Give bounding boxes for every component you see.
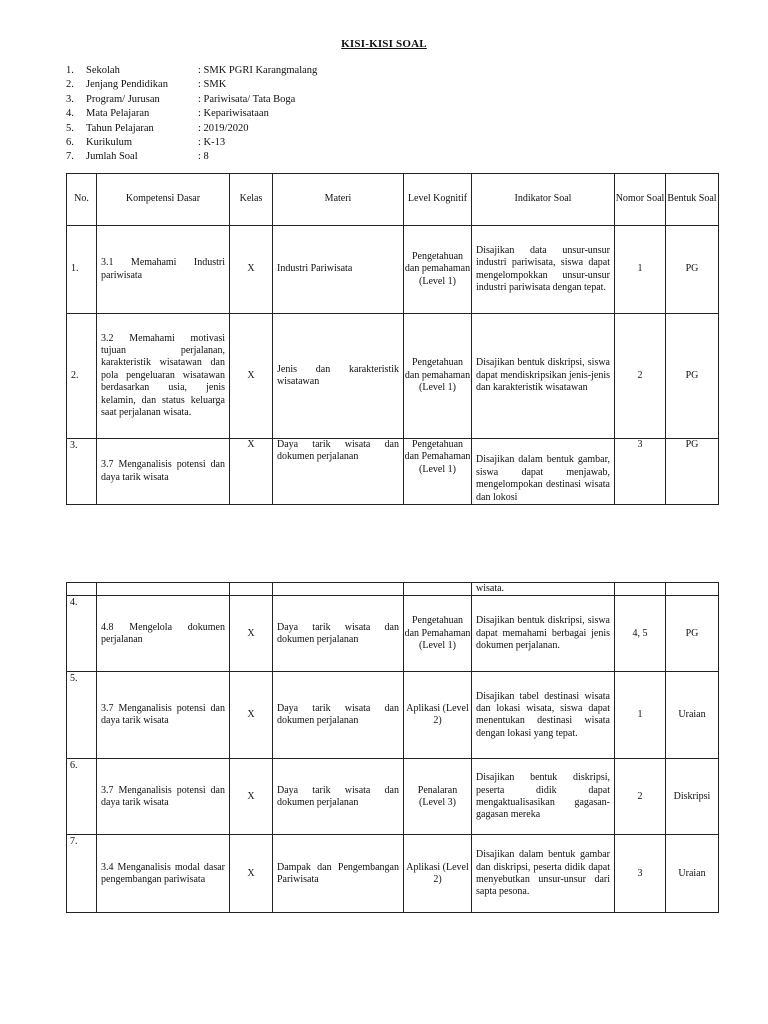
- row-indikator-soal: Disajikan tabel destinasi wisata dan lokasi wisata, siswa dapat menentukan destinasi wisata dengan lokasi yang tepat.: [472, 672, 615, 759]
- row-indikator-soal: Disajikan bentuk diskripsi, peserta didik dapat mengaktualisasikan gagasan-gagasan mereka: [472, 759, 615, 835]
- row-kelas: X: [230, 439, 273, 505]
- info-value: : K-13: [198, 136, 226, 148]
- info-label: Mata Pelajaran: [86, 108, 150, 120]
- row-materi: Daya tarik wisata dan dokumen perjalanan: [273, 759, 404, 835]
- info-number: 6.: [66, 136, 74, 148]
- row-level-kognitif: Pengetahuan dan Pemahaman (Level 1): [404, 596, 472, 672]
- table-row: [67, 672, 719, 759]
- info-number: 2.: [66, 79, 74, 91]
- info-number: 3.: [66, 93, 74, 105]
- row-bentuk-soal: Uraian: [666, 835, 719, 913]
- row-indikator-soal: Disajikan dalam bentuk gambar, siswa dapat menjawab, mengelompokan destinasi wisata dan lokosi: [472, 439, 615, 505]
- row-kompetensi-dasar: 3.2 Memahami motivasi tujuan perjalanan, karakteristik wisatawan dan pola pengeluaran wisatawan berdasarkan usia, jenis kelamin, dan status keluarga saat perjalanan wisata.: [97, 314, 230, 439]
- kisi-kisi-table-part1: [66, 173, 719, 505]
- header-indikator-soal: Indikator Soal: [472, 174, 615, 226]
- row-kelas: X: [230, 835, 273, 913]
- row-level-kognitif: Pengetahuan dan Pemahaman (Level 1): [404, 439, 472, 505]
- row-level-kognitif: Penalaran (Level 3): [404, 759, 472, 835]
- continuation-row: [67, 583, 719, 596]
- row-kelas: X: [230, 314, 273, 439]
- cont-cell: [666, 583, 719, 596]
- info-label: Kurikulum: [86, 136, 133, 148]
- info-label: Program/ Jurusan: [86, 93, 160, 105]
- row-bentuk-soal: PG: [666, 596, 719, 672]
- table-row: [67, 314, 719, 439]
- row-bentuk-soal: Uraian: [666, 672, 719, 759]
- header-no: No.: [67, 174, 97, 226]
- row-materi: Industri Pariwisata: [273, 226, 404, 314]
- header-bentuk-soal: Bentuk Soal: [666, 174, 719, 226]
- info-label: Tahun Pelajaran: [86, 122, 154, 134]
- info-value: : Kepariwisataan: [198, 108, 269, 120]
- row-indikator-soal: Disajikan dalam bentuk gambar dan diskripsi, peserta didik dapat menyebutkan unsur-unsur dari sapta pesona.: [472, 835, 615, 913]
- row-level-kognitif: Aplikasi (Level 2): [404, 672, 472, 759]
- row-nomor-soal: 1: [615, 672, 666, 759]
- row-nomor-soal: 1: [615, 226, 666, 314]
- row-indikator-soal: Disajikan data unsur-unsur industri pariwisata, siswa dapat mengelompokkan unsur-unsur industri pariwisata dengan tepat.: [472, 226, 615, 314]
- info-number: 4.: [66, 108, 74, 120]
- cont-cell: [67, 583, 97, 596]
- row-level-kognitif: Pengetahuan dan pemahaman (Level 1): [404, 314, 472, 439]
- kisi-kisi-table-part2: [66, 582, 719, 913]
- row-number: 7.: [67, 835, 97, 913]
- info-value: : 8: [198, 151, 209, 163]
- row-level-kognitif: Aplikasi (Level 2): [404, 835, 472, 913]
- info-number: 5.: [66, 122, 74, 134]
- cont-cell: [97, 583, 230, 596]
- info-value: : 2019/2020: [198, 122, 249, 134]
- row-kelas: X: [230, 226, 273, 314]
- row-level-kognitif: Pengetahuan dan pemahaman (Level 1): [404, 226, 472, 314]
- row-nomor-soal: 4, 5: [615, 596, 666, 672]
- cont-cell: [615, 583, 666, 596]
- row-materi: Jenis dan karakteristik wisatawan: [273, 314, 404, 439]
- row-kompetensi-dasar: 3.7 Menganalisis potensi dan daya tarik wisata: [97, 759, 230, 835]
- row-indikator-soal: Disajikan bentuk diskripsi, siswa dapat mendiskripsikan jenis-jenis dan karakteristik wisatawan: [472, 314, 615, 439]
- table-row: [67, 835, 719, 913]
- header-level-kognitif: Level Kognitif: [404, 174, 472, 226]
- row-kompetensi-dasar: 4.8 Mengelola dokumen perjalanan: [97, 596, 230, 672]
- row-number: 3.: [67, 439, 97, 505]
- row-kompetensi-dasar: 3.4 Menganalisis modal dasar pengembangan pariwisata: [97, 835, 230, 913]
- info-label: Sekolah: [86, 65, 120, 76]
- info-label: Jumlah Soal: [86, 151, 138, 163]
- row-number: 6.: [67, 759, 97, 835]
- row-kompetensi-dasar: 3.7 Menganalisis potensi dan daya tarik wisata: [97, 672, 230, 759]
- row-number: 4.: [67, 596, 97, 672]
- row-materi: Daya tarik wisata dan dokumen perjalanan: [273, 672, 404, 759]
- row-indikator-soal: Disajikan bentuk diskripsi, siswa dapat memahami berbagai jenis dokumen perjalanan.: [472, 596, 615, 672]
- info-value: : SMK: [198, 79, 227, 91]
- row-number: 5.: [67, 672, 97, 759]
- table-row: [67, 596, 719, 672]
- row-number: 2.: [67, 314, 97, 439]
- header-kelas: Kelas: [230, 174, 273, 226]
- row-materi: Daya tarik wisata dan dokumen perjalanan: [273, 596, 404, 672]
- cont-cell: [404, 583, 472, 596]
- info-number: 7.: [66, 151, 74, 163]
- header-nomor-soal: Nomor Soal: [615, 174, 666, 226]
- cont-cell: [230, 583, 273, 596]
- cont-cell: [273, 583, 404, 596]
- row-kelas: X: [230, 759, 273, 835]
- row-nomor-soal: 3: [615, 439, 666, 505]
- row-nomor-soal: 2: [615, 759, 666, 835]
- row-bentuk-soal: PG: [666, 439, 719, 505]
- table-header-row: [67, 174, 719, 226]
- row-bentuk-soal: PG: [666, 226, 719, 314]
- row-materi: Daya tarik wisata dan dokumen perjalanan: [273, 439, 404, 505]
- header-materi: Materi: [273, 174, 404, 226]
- cont-indikator: wisata.: [472, 583, 615, 596]
- row-nomor-soal: 2: [615, 314, 666, 439]
- row-kelas: X: [230, 672, 273, 759]
- table-row: [67, 759, 719, 835]
- row-bentuk-soal: PG: [666, 314, 719, 439]
- info-label: Jenjang Pendidikan: [86, 79, 168, 91]
- table-row: [67, 226, 719, 314]
- header-kompetensi-dasar: Kompetensi Dasar: [97, 174, 230, 226]
- row-nomor-soal: 3: [615, 835, 666, 913]
- info-value: : Pariwisata/ Tata Boga: [198, 93, 296, 105]
- row-kelas: X: [230, 596, 273, 672]
- row-bentuk-soal: Diskripsi: [666, 759, 719, 835]
- info-value: : SMK PGRI Karangmalang: [198, 65, 318, 76]
- document-title: KISI-KISI SOAL: [341, 38, 427, 50]
- row-number: 1.: [67, 226, 97, 314]
- info-number: 1.: [66, 65, 74, 76]
- row-materi: Dampak dan Pengembangan Pariwisata: [273, 835, 404, 913]
- row-kompetensi-dasar: 3.7 Menganalisis potensi dan daya tarik wisata: [97, 439, 230, 505]
- table-row: [67, 439, 719, 505]
- row-kompetensi-dasar: 3.1 Memahami Industri pariwisata: [97, 226, 230, 314]
